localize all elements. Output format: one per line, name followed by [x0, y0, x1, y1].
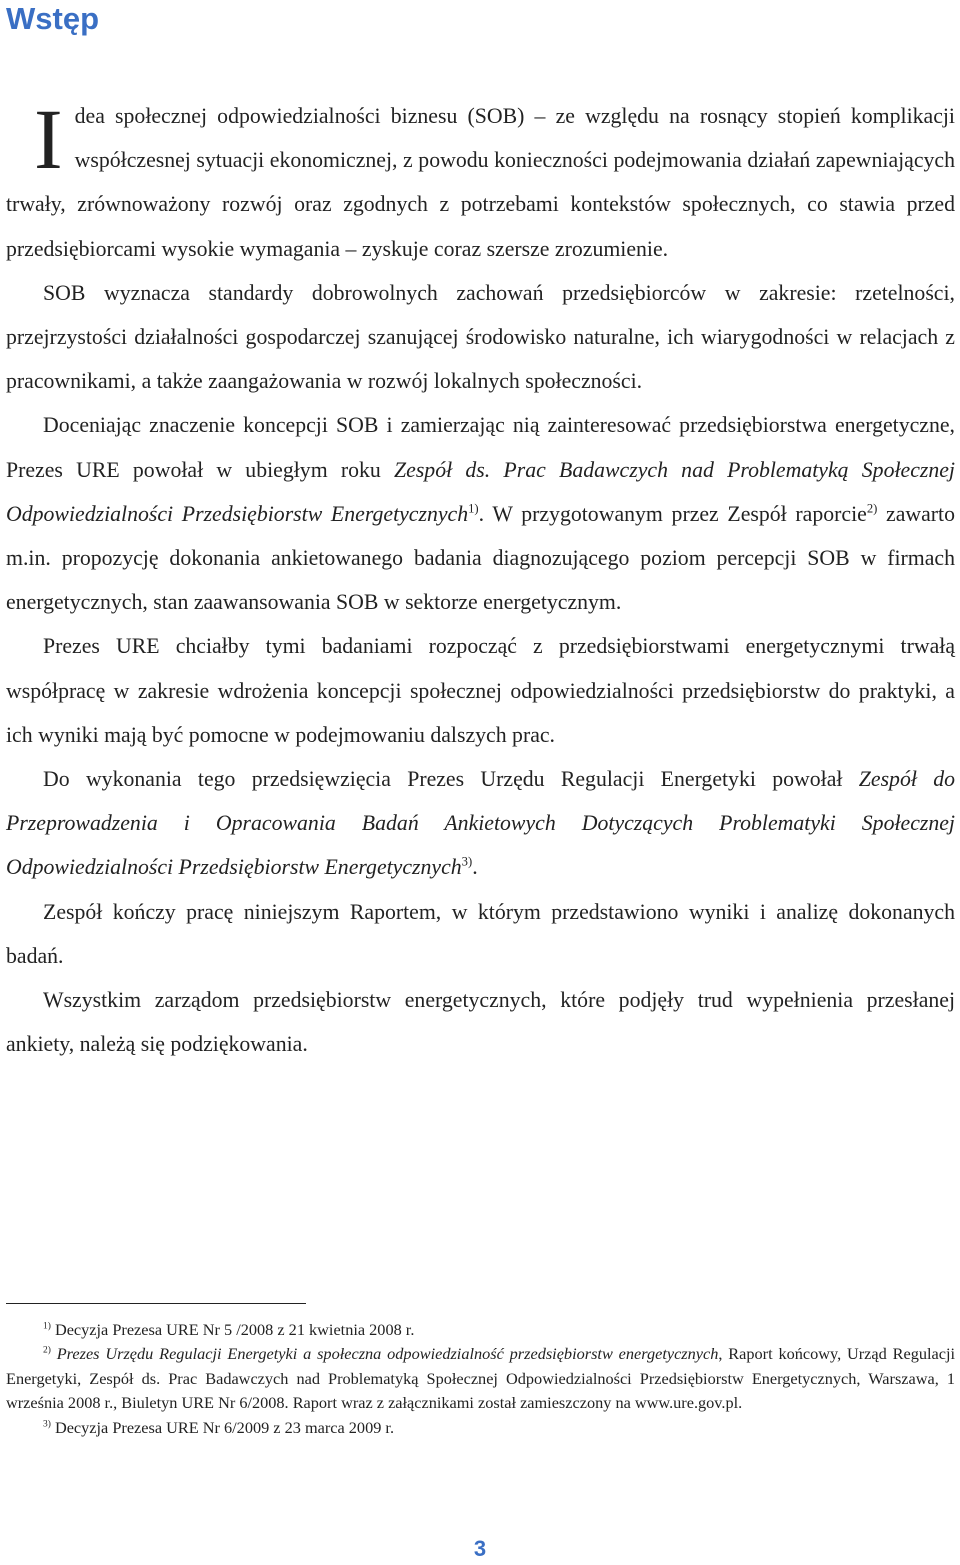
paragraph-4: Prezes URE chciałby tymi badaniami rozpocząć z przedsiębiorstwami energetycznymi trwałą współpracę w zakresie wdrożenia koncepcji społecznej odpowiedzialności przedsiębiorstw do praktyki, a ich wyniki mają być pomocne w podejmowaniu dalszych prac. [6, 634, 955, 747]
paragraph-2: SOB wyznacza standardy dobrowolnych zachowań przedsiębiorców w zakresie: rzetelności, przejrzystości działalności gospodarczej szanującej środowisko naturalne, ich wiarygodności w relacjach z pracownikami, a także zaangażowania w rozwój lokalnych społeczności. [6, 280, 955, 394]
intro-text: dea społecznej odpowiedzialności biznesu (SOB) – ze względu na rosnący stopień komplikacji współczesnej sytuacji ekonomicznej, z powodu konieczności podejmowania działań zapewniających trwały, zrównoważony rozwój oraz zgodnych z potrzebami kontekstów społecznych, co stawia przed przedsiębiorcami wysokie wymagania – zyskuje coraz szersze zrozumienie. [6, 104, 955, 261]
footnote-2-mark: 2) [43, 1345, 51, 1356]
section-heading: Wstęp [6, 1, 99, 36]
footnote-1 [6, 1318, 955, 1342]
footnote-3-text: Decyzja Prezesa URE Nr 6/2009 z 23 marca 2009 r. [50, 1417, 395, 1437]
footnote-ref-1[interactable]: 1) [468, 501, 479, 516]
paragraph-3-text-c: zawarto m.in. propozycję dokonania ankietowanego badania diagnozującego poziom percepcji SOB w firmach energetycznych, stan zaawansowania SOB w sektorze energetycznym. [6, 501, 955, 615]
survey-team-italic: Zespół do Przeprowadzenia i Opracowania Badań Ankietowych Dotyczących Problematyki Społecznej Odpowiedzialności Przedsiębiorstw Energetycznych [6, 767, 956, 880]
paragraph-3-text-b: . W przygotowanym przez Zespół raporcie [478, 501, 867, 526]
footnote-1-text: Decyzja Prezesa URE Nr 5 /2008 z 21 kwietnia 2008 r. [50, 1320, 415, 1339]
paragraph-5-text-a: Do wykonania tego przedsięwzięcia Prezes Urzędu Regulacji Energetyki powołał [43, 767, 859, 792]
footnotes [6, 1318, 955, 1440]
footnote-3 [6, 1416, 955, 1440]
footnote-1-mark: 1) [43, 1321, 51, 1332]
footnote-ref-3[interactable]: 3) [461, 855, 473, 870]
paragraph-5-text-b: . [472, 855, 478, 880]
paragraph-5 [6, 757, 955, 890]
paragraph-3 [6, 403, 955, 624]
footnote-3-mark: 3) [43, 1419, 51, 1430]
drop-cap: I [34, 91, 63, 187]
footnote-2-title: Prezes Urzędu Regulacji Energetyki a społeczna odpowiedzialność przedsiębiorstw energetycznych [50, 1344, 719, 1364]
footnote-ref-2[interactable]: 2) [866, 501, 878, 516]
footnote-2-text: , Raport końcowy, Urząd Regulacji Energetyki, Zespół ds. Prac Badawczych nad Problematyką Społecznej Odpowiedzialności Przedsiębiorstw Energetycznych, Warszawa, 1 września 2008 r., Biuletyn URE Nr 6/2008. Raport wraz z załącznikami został zamieszczony na www.ure.gov.pl. [6, 1344, 955, 1413]
footnote-separator [6, 1303, 306, 1304]
team-name-italic: Zespół ds. Prac Badawczych nad Problematyką Społecznej Odpowiedzialności Przedsiębiorstw Energetycznych [6, 457, 955, 526]
paragraph-6: Zespół kończy pracę niniejszym Raportem, w którym przedstawiono wyniki i analizę dokonanych badań. [6, 899, 955, 968]
footnote-2 [6, 1342, 955, 1415]
paragraph-intro [6, 91, 955, 271]
paragraph-3-text-a: Doceniając znaczenie koncepcji SOB i zamierzając nią zainteresować przedsiębiorstwa energetyczne, Prezes URE powołał w ubiegłym roku [6, 413, 955, 482]
paragraph-7: Wszystkim zarządom przedsiębiorstw energetycznych, które podjęły trud wypełnienia przesłanej ankiety, należą się podziękowania. [6, 988, 955, 1057]
page-number: 3 [473, 1536, 487, 1561]
body-text [6, 91, 956, 1066]
